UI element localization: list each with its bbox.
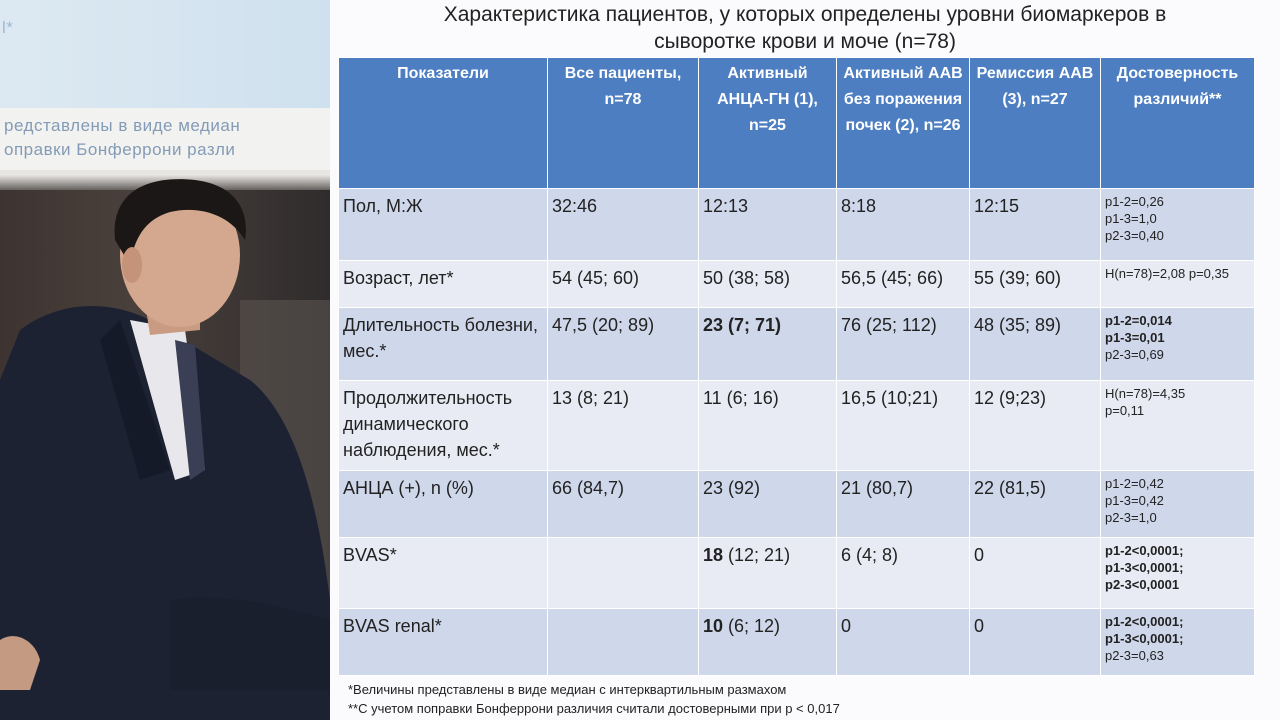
cell-group2: 8:18 [837,189,970,261]
cell-p-values [1101,471,1255,538]
p-value: p2-3<0,0001 [1105,577,1180,592]
cell-group1-iqr: (12; 21) [723,545,791,565]
p-value: p1-2<0,0001; [1105,614,1184,629]
cell-group2: 16,5 (10;21) [837,381,970,471]
table-row [339,381,1255,471]
cell-group2: 21 (80,7) [837,471,970,538]
p-value: p2-3=0,69 [1105,347,1164,362]
projected-text-fragment: оправки Бонферрони разли [4,140,236,159]
table-row [339,261,1255,308]
cell-group1: 23 (92) [699,471,837,538]
cell-group2: 6 (4; 8) [837,538,970,609]
cell-group2: 76 (25; 112) [837,308,970,381]
p-value: p1-2=0,42 [1105,476,1164,491]
cell-all: 54 (45; 60) [548,261,699,308]
cell-group1 [699,609,837,676]
header-all-patients: Все пациенты, n=78 [548,58,699,189]
speaker-photo [0,0,330,720]
header-significance: Достоверность различий** [1101,58,1255,189]
cell-p-values [1101,261,1255,308]
p-value: p1-3=0,01 [1105,330,1165,345]
slide-title-line-2: сыворотке крови и моче (n=78) [654,30,956,53]
cell-group3: 55 (39; 60) [970,261,1101,308]
p-value: p2-3=0,63 [1105,648,1164,663]
cell-group1 [699,538,837,609]
cell-all: 13 (8; 21) [548,381,699,471]
header-active-anca-gn: Активный АНЦА-ГН (1), n=25 [699,58,837,189]
cell-all: 66 (84,7) [548,471,699,538]
cell-group3: 48 (35; 89) [970,308,1101,381]
slide-title-line-1: Характеристика пациентов, у которых определены уровни биомаркеров в [443,3,1167,26]
row-label: BVAS renal* [339,609,548,676]
projected-text-fragment: редставлены в виде медиан [4,116,241,135]
table-row [339,538,1255,609]
row-label: АНЦА (+), n (%) [339,471,548,538]
cell-group2: 0 [837,609,970,676]
presentation-slide [330,0,1280,720]
cell-group3: 22 (81,5) [970,471,1101,538]
p-value: p1-2=0,014 [1105,313,1172,328]
cell-all [548,538,699,609]
speaker-figure [0,0,330,720]
cell-p-values [1101,381,1255,471]
cell-group2: 56,5 (45; 66) [837,261,970,308]
cell-group1: 50 (38; 58) [699,261,837,308]
row-label: Пол, М:Ж [339,189,548,261]
p-value: p2-3=0,40 [1105,228,1164,243]
projected-text-fragment: l* [2,18,14,37]
p-value: p1-3=0,42 [1105,493,1164,508]
cell-group1-iqr: (6; 12) [723,616,781,636]
p-value: p=0,11 [1105,403,1145,418]
footnote-median: *Величины представлены в виде медиан с интерквартильным размахом [348,682,787,697]
slide-title [330,0,1280,55]
footnotes [348,680,840,718]
cell-all: 47,5 (20; 89) [548,308,699,381]
patient-characteristics-table [338,57,1255,676]
p-value: p1-2=0,26 [1105,194,1164,209]
row-label: Возраст, лет* [339,261,548,308]
cell-group1-median: 10 [703,616,724,636]
footnote-bonferroni: **С учетом поправки Бонферрони различия считали достоверными при p < 0,017 [348,701,840,716]
header-active-aav-no-kidney: Активный ААВ без поражения почек (2), n=26 [837,58,970,189]
table-row [339,189,1255,261]
table-header-row [339,58,1255,189]
cell-all: 32:46 [548,189,699,261]
cell-p-values [1101,609,1255,676]
cell-all [548,609,699,676]
header-remission: Ремиссия ААВ (3), n=27 [970,58,1101,189]
p-value: H(n=78)=4,35 [1105,386,1186,401]
cell-p-values [1101,538,1255,609]
p-value: H(n=78)=2,08 p=0,35 [1105,266,1229,281]
p-value: p1-2<0,0001; [1105,543,1184,558]
p-value: p1-3<0,0001; [1105,631,1184,646]
cell-group1: 12:13 [699,189,837,261]
p-value: p1-3=1,0 [1105,211,1157,226]
cell-group1: 23 (7; 71) [699,308,837,381]
table-row [339,308,1255,381]
table-row [339,609,1255,676]
header-indicators: Показатели [339,58,548,189]
row-label: Длительность болезни, мес.* [339,308,548,381]
table-row [339,471,1255,538]
p-value: p2-3=1,0 [1105,510,1157,525]
p-value: p1-3<0,0001; [1105,560,1184,575]
row-label: BVAS* [339,538,548,609]
row-label: Продолжительность динамического наблюдения, мес.* [339,381,548,471]
cell-group1: 11 (6; 16) [699,381,837,471]
cell-group3: 0 [970,609,1101,676]
cell-group3: 12:15 [970,189,1101,261]
cell-group3: 12 (9;23) [970,381,1101,471]
cell-group3: 0 [970,538,1101,609]
cell-p-values [1101,189,1255,261]
cell-p-values [1101,308,1255,381]
cell-group1-median: 18 [703,545,724,565]
